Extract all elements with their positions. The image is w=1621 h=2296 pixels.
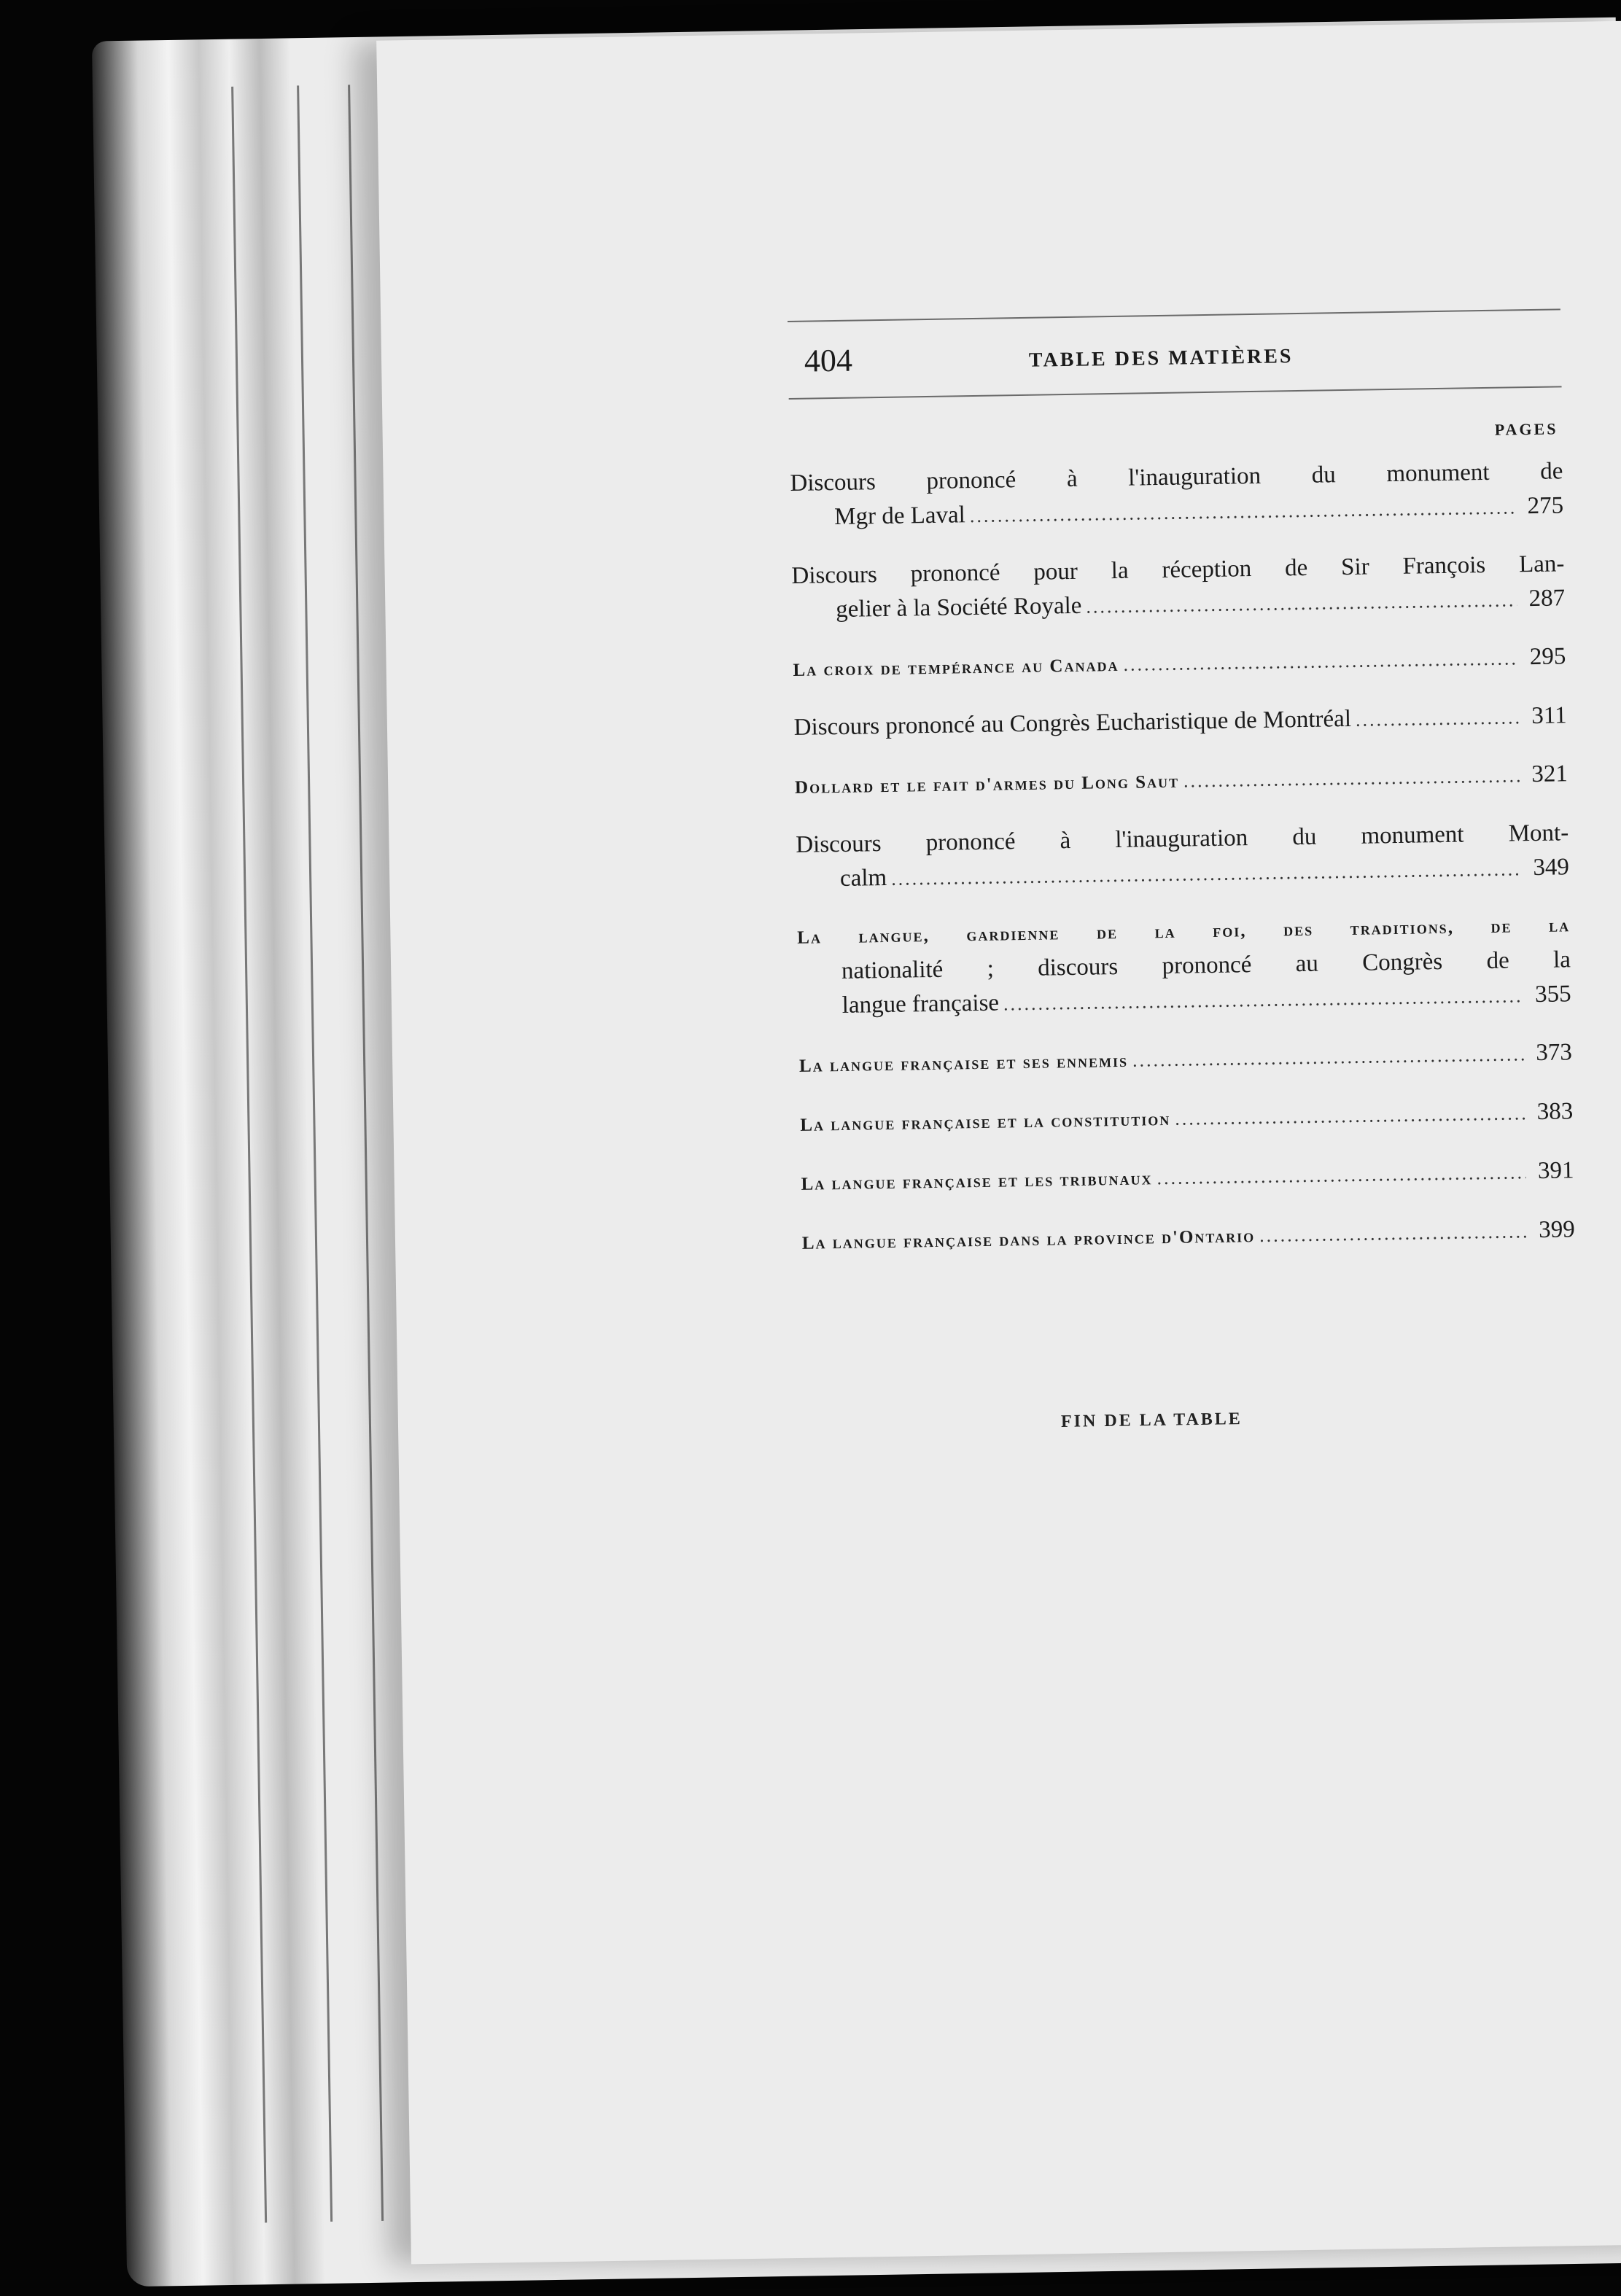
- toc-entry: [797, 908, 1571, 1024]
- toc-line: [799, 1035, 1573, 1083]
- entry-title-line: La langue, gardienne de la foi, des traditions, de la: [797, 916, 1571, 948]
- toc-entry: [799, 1035, 1573, 1083]
- toc-line: [801, 1153, 1574, 1202]
- entry-title-line: calm: [839, 864, 887, 892]
- page-header: [788, 310, 1562, 398]
- entry-title-line: La croix de tempérance au Canada: [793, 655, 1119, 680]
- toc-line: [795, 757, 1568, 805]
- entry-title-line: Discours prononcé à l'inauguration du monument Mont-: [796, 820, 1569, 858]
- dot-leader: [1132, 1037, 1525, 1077]
- toc-entry: [790, 454, 1563, 536]
- entry-page-number: 311: [1531, 702, 1567, 730]
- end-of-table-label: FIN DE LA TABLE: [1060, 1409, 1243, 1431]
- entry-title-line: La langue française et ses ennemis: [798, 1051, 1129, 1076]
- toc-line: [793, 639, 1566, 688]
- entry-page-number: 373: [1536, 1039, 1573, 1066]
- entry-title-line: Discours prononcé à l'inauguration du monument de: [790, 458, 1563, 497]
- toc-entry: [796, 816, 1569, 898]
- toc-entry: [795, 757, 1568, 805]
- entry-page-number: 275: [1527, 492, 1564, 520]
- toc-entry: [801, 1213, 1575, 1261]
- dot-leader: [1183, 758, 1520, 798]
- toc-entry: [793, 698, 1567, 746]
- entry-title-line: Discours prononcé pour la réception de Sir François Lan-: [791, 550, 1565, 589]
- entry-title-line: nationalité ; discours prononcé au Congrès de la: [841, 946, 1571, 984]
- entry-title-line: La langue française et la constitution: [800, 1109, 1171, 1135]
- dot-leader: [1123, 641, 1518, 681]
- entry-title-line: La langue française et les tribunaux: [801, 1169, 1153, 1194]
- entry-page-number: 355: [1534, 981, 1571, 1008]
- entry-page-number: 287: [1528, 585, 1566, 612]
- entry-title-line: gelier à la Société Royale: [835, 592, 1082, 623]
- entry-title-line: Mgr de Laval: [833, 502, 966, 531]
- dot-leader: [1356, 700, 1522, 737]
- dot-leader: [1157, 1155, 1526, 1195]
- entry-title-line: langue française: [841, 989, 1000, 1019]
- entry-page-number: 295: [1529, 643, 1566, 671]
- entry-page-number: 399: [1538, 1216, 1575, 1243]
- entry-page-number: 321: [1531, 760, 1568, 788]
- entry-page-number: 391: [1537, 1157, 1574, 1184]
- page-number: 404: [804, 342, 853, 379]
- entry-title-line: Dollard et le fait d'armes du Long Saut: [794, 771, 1180, 798]
- toc-entry: [801, 1153, 1574, 1202]
- dot-leader: [1259, 1214, 1527, 1253]
- entry-page-number: 349: [1533, 854, 1570, 882]
- entry-page-number: 383: [1536, 1098, 1574, 1125]
- toc-line: [793, 698, 1567, 746]
- toc-line: [801, 1213, 1575, 1261]
- toc-line: [800, 1094, 1574, 1143]
- toc-entry: [793, 639, 1566, 688]
- toc-entry: [800, 1094, 1574, 1143]
- dot-leader: [1003, 978, 1523, 1021]
- dot-leader: [1086, 583, 1517, 623]
- entry-title-line: La langue française dans la province d'Ontario: [801, 1226, 1256, 1253]
- table-of-contents: [788, 308, 1576, 1283]
- dot-leader: [1175, 1096, 1525, 1136]
- toc-entry: [791, 547, 1565, 629]
- pages-column-label: PAGES: [1494, 419, 1558, 439]
- entry-title-line: Discours prononcé au Congrès Eucharistique de Montréal: [793, 705, 1352, 741]
- running-title: TABLE DES MATIÈRES: [1028, 345, 1294, 372]
